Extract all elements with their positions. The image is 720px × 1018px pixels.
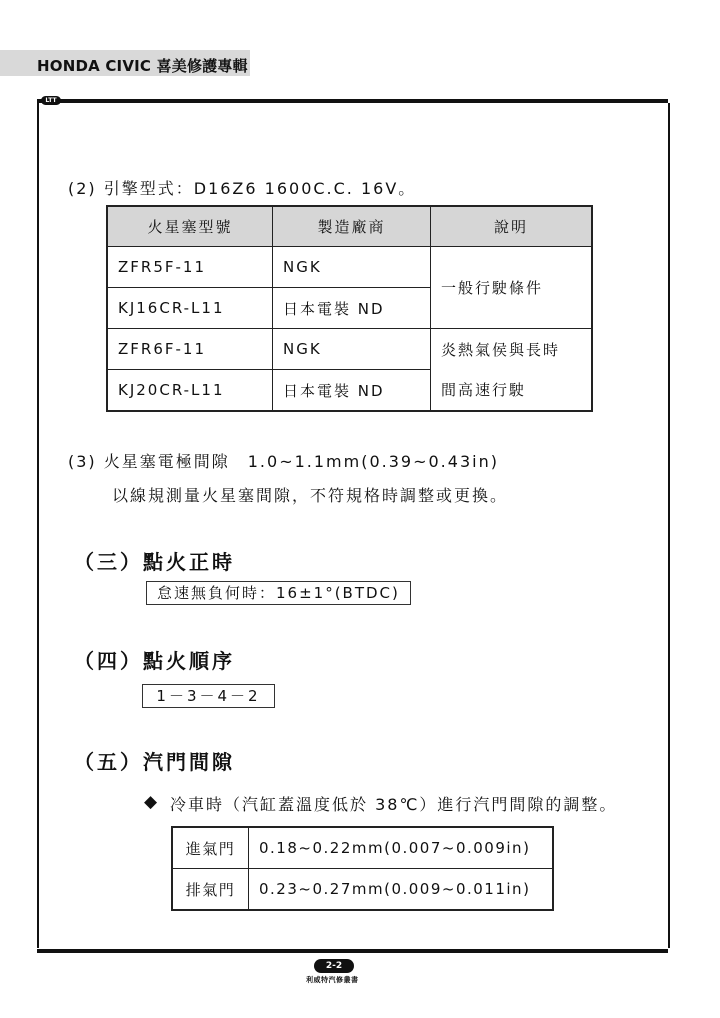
gap-spec-line: (3) 火星塞電極間隙 1.0~1.1mm(0.39~0.43in) <box>68 452 499 471</box>
bullet-diamond-icon: ◆ <box>144 792 160 812</box>
table-row <box>107 329 592 370</box>
spark-plug-table <box>106 205 593 412</box>
plug-note-hot <box>431 329 593 412</box>
plug-model: KJ20CR-L11 <box>107 370 273 412</box>
plug-model: ZFR5F-11 <box>107 247 273 288</box>
section-heading-order: （四）點火順序 <box>74 649 235 673</box>
valve-value: 0.23~0.27mm(0.009~0.011in) <box>249 869 554 911</box>
engine-type-line: (2) 引擎型式：D16Z6 1600C.C. 16V。 <box>68 179 417 198</box>
table-row <box>172 827 553 869</box>
valve-clearance-table <box>171 826 554 911</box>
plug-model: KJ16CR-L11 <box>107 288 273 329</box>
table-row <box>107 247 592 288</box>
book-title: HONDA CIVIC 喜美修護專輯 <box>37 57 248 75</box>
plug-maker: 日本電裝 ND <box>273 288 431 329</box>
page-number: 2-2 <box>314 959 354 973</box>
plug-maker: 日本電裝 ND <box>273 370 431 412</box>
plug-maker: NGK <box>273 329 431 370</box>
section-heading-valve: （五）汽門間隙 <box>74 750 235 774</box>
bottom-rule <box>37 949 668 953</box>
valve-note: 冷車時（汽缸蓋溫度低於 38℃）進行汽門間隙的調整。 <box>170 795 618 814</box>
table-header-row <box>107 206 592 247</box>
valve-value: 0.18~0.22mm(0.007~0.009in) <box>249 827 554 869</box>
valve-label: 排氣門 <box>172 869 249 911</box>
plug-maker: NGK <box>273 247 431 288</box>
col-header-maker: 製造廠商 <box>273 206 431 247</box>
timing-value-box: 怠速無負何時：16±1°(BTDC) <box>146 581 411 605</box>
publisher-logo: LTT <box>41 96 61 105</box>
plug-note: 一般行駛條件 <box>431 247 593 329</box>
valve-label: 進氣門 <box>172 827 249 869</box>
firing-order-box: 1－3－4－2 <box>142 684 275 708</box>
publisher-name: 利威特汽修叢書 <box>306 976 359 984</box>
gap-description: 以線規測量火星塞間隙，不符規格時調整或更換。 <box>112 486 509 505</box>
section-heading-timing: （三）點火正時 <box>74 550 235 574</box>
plug-model: ZFR6F-11 <box>107 329 273 370</box>
table-row <box>172 869 553 911</box>
col-header-note: 說明 <box>431 206 593 247</box>
plug-note-hot-line1: 炎熱氣侯與長時 <box>441 340 561 359</box>
plug-note-hot-line2: 間高速行駛 <box>441 380 527 399</box>
col-header-model: 火星塞型號 <box>107 206 273 247</box>
